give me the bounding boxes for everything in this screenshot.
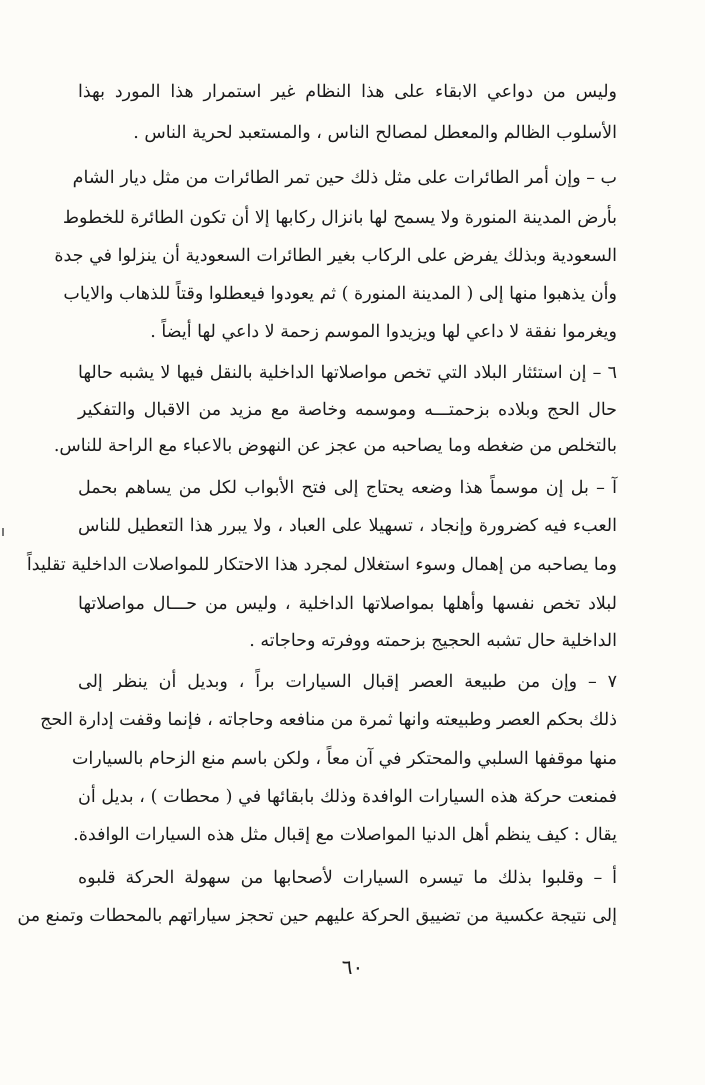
text-line: منها موقفها السلبي والمحتكر في آن معاً ، ولكن باسم منع الزحام بالسيارات bbox=[71, 749, 617, 769]
text-line: إلى نتيجة عكسية من تضييق الحركة عليهم حين تحجز سياراتهم بالمحطات وتمنع من bbox=[17, 906, 617, 926]
text-line: فمنعت حركة هذه السيارات الوافدة وذلك بابقائها في ( محطات ) ، بديل أن bbox=[78, 787, 617, 807]
text-line: ٦ – إن استئثار البلاد التي تخص مواصلاتها الداخلية بالنقل فيها لا يشبه حالها bbox=[78, 363, 617, 383]
text-line: وأن يذهبوا منها إلى ( المدينة المنورة ) ثم يعودوا فيعطلوا وقتاً للذهاب والاياب bbox=[63, 284, 617, 304]
text-line: ذلك بحكم العصر وطبيعته وانها ثمرة من منافعه وحاجاته ، فإنما وقفت إدارة الحج bbox=[40, 710, 617, 730]
text-line: يقال : كيف ينظم أهل الدنيا المواصلات مع إقبال مثل هذه السيارات الوافدة. bbox=[73, 825, 617, 845]
text-line: لبلاد تخص نفسها وأهلها بمواصلاتها الداخلية ، وليس من حـــال مواصلاتها bbox=[78, 594, 617, 614]
text-line: ب – وإن أمر الطائرات على مثل ذلك حين تمر الطائرات من مثل ديار الشام bbox=[72, 168, 617, 188]
text-line: السعودية وبذلك يفرض على الركاب بغير الطائرات السعودية أن ينزلوا في جدة bbox=[54, 246, 617, 266]
text-line: الداخلية حال تشبه الحجيج بزحمته ووفرته وحاجاته . bbox=[249, 631, 617, 651]
text-line: وما يصاحبه من إهمال وسوء استغلال لمجرد هذا الاحتكار للمواصلات الداخلية تقليداً bbox=[26, 555, 617, 575]
text-line: وليس من دواعي الابقاء على هذا النظام غير استمرار هذا المورد بهذا bbox=[78, 82, 617, 102]
text-line: بأرض المدينة المنورة ولا يسمح لها بانزال ركابها إلا أن تكون الطائرة للخطوط bbox=[62, 208, 617, 228]
text-line: بالتخلص من ضغطه وما يصاحبه من عجز عن النهوض بالاعباء مع الراحة للناس. bbox=[53, 436, 617, 456]
text-line: أ – وقلبوا بذلك ما تيسره السيارات لأصحابها من سهولة الحركة قلبوه bbox=[78, 868, 617, 888]
text-line: العبء فيه كضرورة وإنجاد ، تسهيلا على العباد ، ولا يبرر هذا التعطيل للناس bbox=[78, 516, 617, 536]
text-line: الأسلوب الظالم والمعطل لمصالح الناس ، والمستعبد لحرية الناس . bbox=[133, 123, 617, 143]
text-line: آ – بل إن موسماً هذا وضعه يحتاج إلى فتح الأبواب لكل من يساهم بحمل bbox=[78, 478, 617, 498]
text-line: ٧ – وإن من طبيعة العصر إقبال السيارات براً ، وبديل أن ينظر إلى bbox=[78, 672, 617, 692]
page-number: ٦٠ bbox=[341, 955, 364, 979]
text-line: ويغرموا نفقة لا داعي لها ويزيدوا الموسم زحمة لا داعي لها أيضاً . bbox=[150, 322, 617, 342]
text-line: حال الحج وبلاده بزحمتـــه وموسمه وخاصة مع مزيد من الاقبال والتفكير bbox=[78, 400, 617, 420]
scan-artifact bbox=[2, 528, 4, 536]
